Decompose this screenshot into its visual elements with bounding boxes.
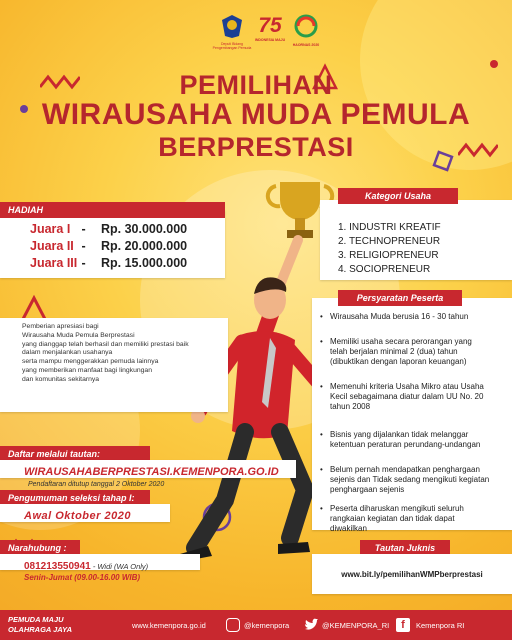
- persyaratan-item: • Bisnis yang dijalankan tidak melanggar ketentuan peraturan perundang-undangan: [320, 430, 490, 450]
- narahubung-label: Narahubung :: [0, 540, 80, 556]
- daftar-url-panel[interactable]: [0, 460, 296, 478]
- title-line3: BERPRESTASI: [158, 132, 354, 162]
- narahubung-panel: 081213550941 - Widi (WA Only): [0, 554, 200, 570]
- hadiah-item: Juara I - Rp. 30.000.000: [30, 222, 188, 236]
- title-line1: PEMILIHAN: [179, 70, 333, 100]
- tautan-url-link[interactable]: www.bit.ly/pemilihanWMPberprestasi: [341, 569, 483, 579]
- persyaratan-item: • Memenuhi kriteria Usaha Mikro atau Usaha Kecil sebagaimana diatur dalam UU No. 20 tahun 2008: [320, 382, 490, 412]
- pengumuman-value: Awal Oktober 2020: [24, 510, 131, 522]
- persyaratan-item: • Belum pernah mendapatkan penghargaan sejenis dan Tidak sedang mengikuti kegiatan penghargaan sejenis: [320, 465, 490, 495]
- logo-75: 75 INDONESIA MAJU: [254, 14, 286, 42]
- daftar-note: Pendaftaran ditutup tanggal 2 Oktober 2020: [28, 481, 165, 488]
- hadiah-label: HADIAH: [0, 202, 225, 218]
- persyaratan-item: • Memiliki usaha secara perorangan yang telah berjalan minimal 2 (dua) tahun (dibuktikan dengan laporan keuangan): [320, 337, 490, 367]
- persyaratan-panel: [312, 298, 512, 530]
- kemenpora-emblem-icon: [221, 14, 243, 38]
- narahubung-phone[interactable]: 081213550941: [24, 561, 91, 572]
- kategori-item: 2. TECHNOPRENEUR: [338, 236, 441, 247]
- kategori-item: 4. SOCIOPRENEUR: [338, 264, 431, 275]
- footer-facebook[interactable]: Kemenpora RI: [416, 621, 465, 630]
- footer-slogan-line1: PEMUDA MAJU: [8, 615, 64, 624]
- logo-kemenpora: Deputi Bidang Pengembangan Pemuda: [212, 14, 252, 51]
- pengumuman-label: Pengumuman seleksi tahap I:: [0, 490, 150, 506]
- footer-twitter[interactable]: @KEMENPORA_RI: [322, 621, 390, 630]
- kategori-item: 3. RELIGIOPRENEUR: [338, 250, 439, 261]
- daftar-label: Daftar melalui tautan:: [0, 446, 150, 462]
- hadiah-item: Juara III - Rp. 15.000.000: [30, 256, 188, 270]
- tautan-panel[interactable]: [312, 554, 512, 594]
- tautan-label: Tautan Juknis: [360, 540, 450, 556]
- facebook-icon[interactable]: f: [396, 618, 410, 632]
- twitter-icon[interactable]: [304, 618, 318, 632]
- kategori-label: Kategori Usaha: [338, 188, 458, 204]
- haornas-emblem-icon: [294, 14, 318, 38]
- persyaratan-item: • Wirausaha Muda berusia 16 - 30 tahun: [320, 312, 490, 322]
- kategori-item: 1. INDUSTRI KREATIF: [338, 222, 441, 233]
- footer-instagram[interactable]: @kemenpora: [244, 621, 290, 630]
- logo-haornas: HAORNAS 2020: [286, 14, 326, 47]
- instagram-icon[interactable]: [226, 618, 240, 632]
- footer-slogan-line2: OLAHRAGA JAYA: [8, 625, 73, 634]
- hadiah-item: Juara II - Rp. 20.000.000: [30, 239, 188, 253]
- title-line2: WIRAUSAHA MUDA PEMULA: [41, 98, 471, 131]
- pengumuman-panel: [0, 504, 170, 522]
- persyaratan-label: Persyaratan Peserta: [338, 290, 462, 306]
- narahubung-hours: Senin-Jumat (09.00-16.00 WIB): [24, 573, 141, 582]
- footer-website[interactable]: www.kemenpora.go.id: [132, 621, 206, 630]
- description-panel: Pemberian apresiasi bagi Wirausaha Muda Pemula Berprestasi yang dianggap telah berhasil dan memiliki prestasi baik dalam menjalankan usahanya serta mampu menggerakkan pemuda lainnya yang memberikan manfaat bagi lingkungan dan komunitas sekitarnya: [0, 318, 228, 412]
- daftar-url-link[interactable]: WIRAUSAHABERPRESTASI.KEMENPORA.GO.ID: [24, 466, 279, 478]
- persyaratan-item: • Peserta diharuskan mengikuti seluruh rangkaian kegiatan dan tidak dapat diwakilkan: [320, 504, 490, 534]
